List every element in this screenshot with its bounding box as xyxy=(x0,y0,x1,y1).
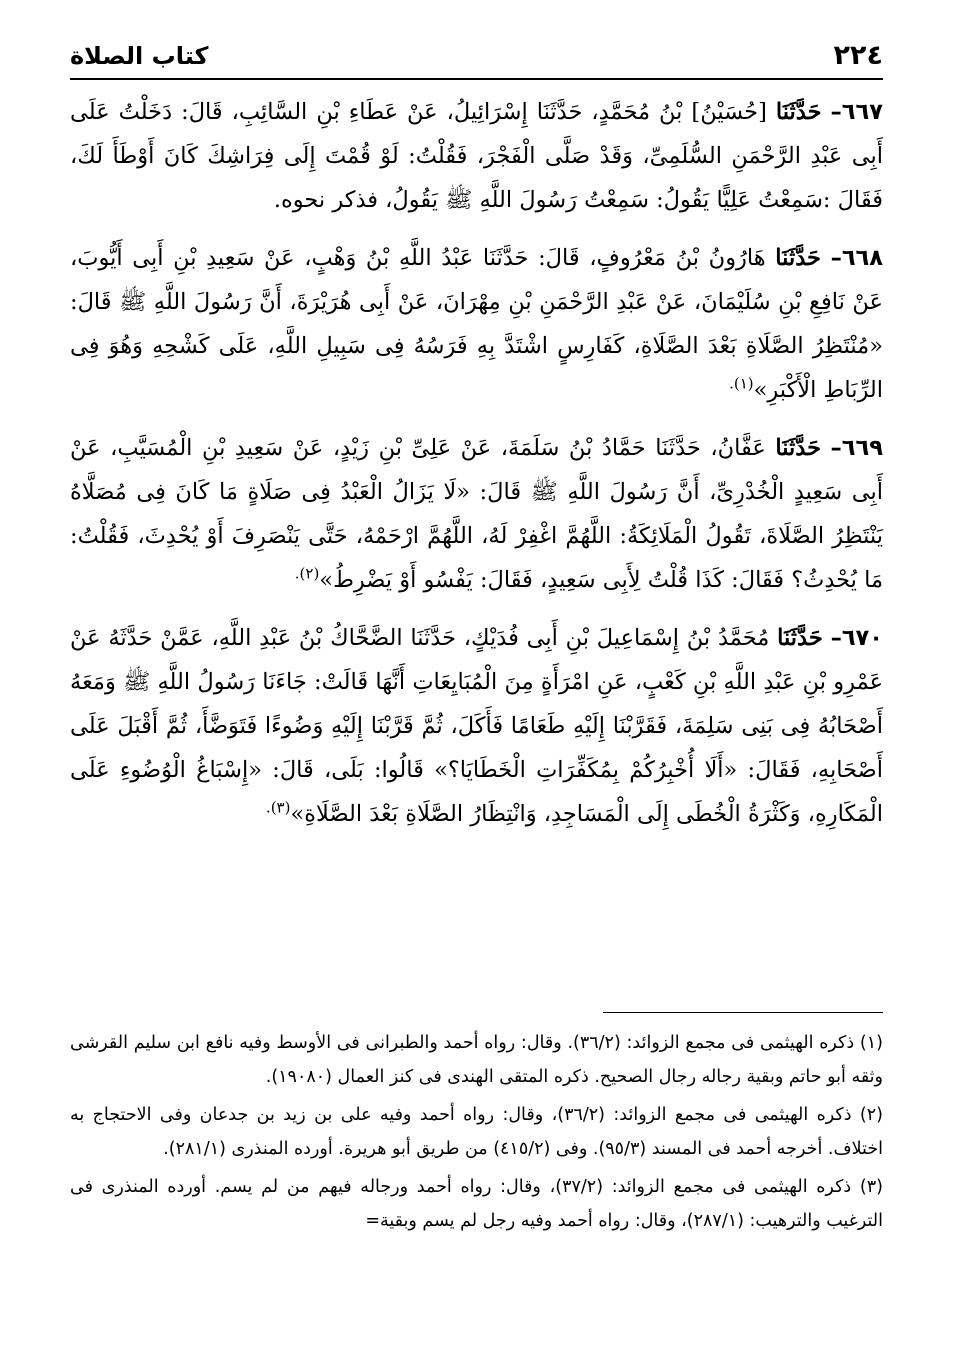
footnote-separator xyxy=(603,1012,883,1013)
hadith-number: ٦٧٠– xyxy=(830,625,884,651)
footnotes xyxy=(70,1026,883,1242)
hadith-lead-word: حَدَّثَنَا xyxy=(775,245,821,271)
footnote-marker: (٢). xyxy=(294,564,320,583)
footnote-3: (٣) ذكره الهيثمى فى مجمع الزوائد: (٣٧/٢)، وقال: رواه أحمد ورجاله فيهم من لم يسم. أورده المنذرى فى الترغيب والترهيب: (٢٨٧/١)، وقال: رواه أحمد وفيه رجل لم يسم وبقية= xyxy=(70,1177,883,1231)
hadith-text: مُحَمَّدُ بْنُ إِسْمَاعِيلَ بْنِ أَبِى فُدَيْكٍ، حَدَّثَنَا الضَّحَّاكُ بْنُ عَبْدِ اللَّهِ، عَمَّنْ حَدَّثَهُ عَنْ عَمْرِو بْنِ عَبْدِ اللَّهِ بْنِ كَعْبٍ، عَنِ امْرَأَةٍ مِنَ الْمُبَايِعَاتِ أَنَّهَا قَالَتْ: جَاءَنَا رَسُولُ اللَّهِ ﷺ وَمَعَهُ أَصْحَابُهُ فِى بَنِى سَلِمَةَ، فَقَرَّبْنَا إِلَيْهِ طَعَامًا فَأَكَلَ، ثُمَّ قَرَّبْنَا إِلَيْهِ وَضُوءًا فَتَوَضَّأَ، ثُمَّ أَقْبَلَ عَلَى أَصْحَابِهِ، فَقَالَ: «أَلَا أُخْبِرُكُمْ بِمُكَفِّرَاتِ الْخَطَايَا؟» قَالُوا: بَلَى، قَالَ: «إِسْبَاغُ الْوُضُوءِ عَلَى الْمَكَارِهِ، وَكَثْرَةُ الْخُطَى إِلَى الْمَسَاجِدِ، وَانْتِظَارُ الصَّلَاةِ بَعْدَ الصَّلَاةِ» xyxy=(70,625,883,827)
hadith-668 xyxy=(70,236,883,412)
hadith-lead-word: حَدَّثَنَا xyxy=(775,99,822,125)
footnote-marker: (٣). xyxy=(265,798,291,817)
hadith-lead-word: حَدَّثَنَا xyxy=(775,435,821,461)
footnote-2: (٢) ذكره الهيثمى فى مجمع الزوائد: (٣٦/٢)، وقال: رواه أحمد وفيه على بن زيد بن جدعان وفى الاحتجاج به اختلاف. أخرجه أحمد فى المسند (٩٥/٣). وفى (٤١٥/٢) من طريق أبو هريرة. أورده المنذرى (٢٨١/١). xyxy=(70,1105,883,1159)
book-title: كتاب الصلاة xyxy=(70,42,209,70)
page-header xyxy=(70,38,883,80)
hadith-number: ٦٦٩– xyxy=(830,435,883,461)
hadith-lead-word: حَدَّثَنَا xyxy=(777,625,823,651)
hadith-text: [حُسَيْنُ] بْنُ مُحَمَّدٍ، حَدَّثَنَا إِسْرَائِيلُ، عَنْ عَطَاءِ بْنِ السَّائِبِ، قَالَ: دَخَلْتُ عَلَى أَبِى عَبْدِ الرَّحْمَنِ السُّلَمِىِّ، وَقَدْ صَلَّى الْفَجْرَ، فَقُلْتُ: لَوْ قُمْتَ إِلَى فِرَاشِكَ كَانَ أَوْطَأَ لَكَ، فَقَالَ :سَمِعْتُ عَلِيًّا يَقُولُ: سَمِعْتُ رَسُولَ اللَّهِ ﷺ يَقُولُ، فذكر نحوه. xyxy=(70,99,883,213)
footnote-marker: (١). xyxy=(729,374,754,393)
hadith-667 xyxy=(70,90,883,222)
hadith-text: هَارُونُ بْنُ مَعْرُوفٍ، قَالَ: حَدَّثَنَا عَبْدُ اللَّهِ بْنُ وَهْبٍ، عَنْ سَعِيدِ بْنِ أَبِى أَيُّوبَ، عَنْ نَافِعِ بْنِ سُلَيْمَانَ، عَنْ عَبْدِ الرَّحْمَنِ بْنِ مِهْرَانَ، عَنْ أَبِى هُرَيْرَةَ، أَنَّ رَسُولَ اللَّهِ ﷺ قَالَ: «مُنْتَظِرُ الصَّلَاةِ بَعْدَ الصَّلَاةِ، كَفَارِسٍ اشْتَدَّ بِهِ فَرَسُهُ فِى سَبِيلِ اللَّهِ، عَلَى كَشْحِهِ وَهُوَ فِى الرِّبَاطِ الْأَكْبَرِ» xyxy=(70,245,883,403)
hadith-text: عَفَّانُ، حَدَّثَنَا حَمَّادُ بْنُ سَلَمَةَ، عَنْ عَلِىِّ بْنِ زَيْدٍ، عَنْ سَعِيدِ بْنِ الْمُسَيَّبِ، عَنْ أَبِى سَعِيدٍ الْخُدْرِىِّ، أَنَّ رَسُولَ اللَّهِ ﷺ قَالَ: «لَا يَزَالُ الْعَبْدُ فِى صَلَاةٍ مَا كَانَ فِى مُصَلَّاهُ يَنْتَظِرُ الصَّلَاةَ، تَقُولُ الْمَلَائِكَةُ: اللَّهُمَّ اغْفِرْ لَهُ، اللَّهُمَّ ارْحَمْهُ، حَتَّى يَنْصَرِفَ أَوْ يُحْدِثَ، فَقُلْتُ: مَا يُحْدِثُ؟ فَقَالَ: كَذَا قُلْتُ لِأَبِى سَعِيدٍ، فَقَالَ: يَفْسُو أَوْ يَضْرِطُ» xyxy=(70,435,883,593)
hadith-number: ٦٦٨– xyxy=(830,245,884,271)
page-number: ٢٢٤ xyxy=(833,40,883,71)
footnote-1: (١) ذكره الهيثمى فى مجمع الزوائد: (٣٦/٢). وقال: رواه أحمد والطبرانى فى الأوسط وفيه نافع ابن سليم القرشى وثقه أبو حاتم وبقية رجاله رجال الصحيح. ذكره المتقى الهندى فى كنز العمال (١٩٠٨٠). xyxy=(70,1033,883,1087)
hadith-number: ٦٦٧– xyxy=(830,99,883,125)
hadith-670 xyxy=(70,616,883,836)
hadith-669 xyxy=(70,426,883,602)
page-body xyxy=(70,90,883,850)
